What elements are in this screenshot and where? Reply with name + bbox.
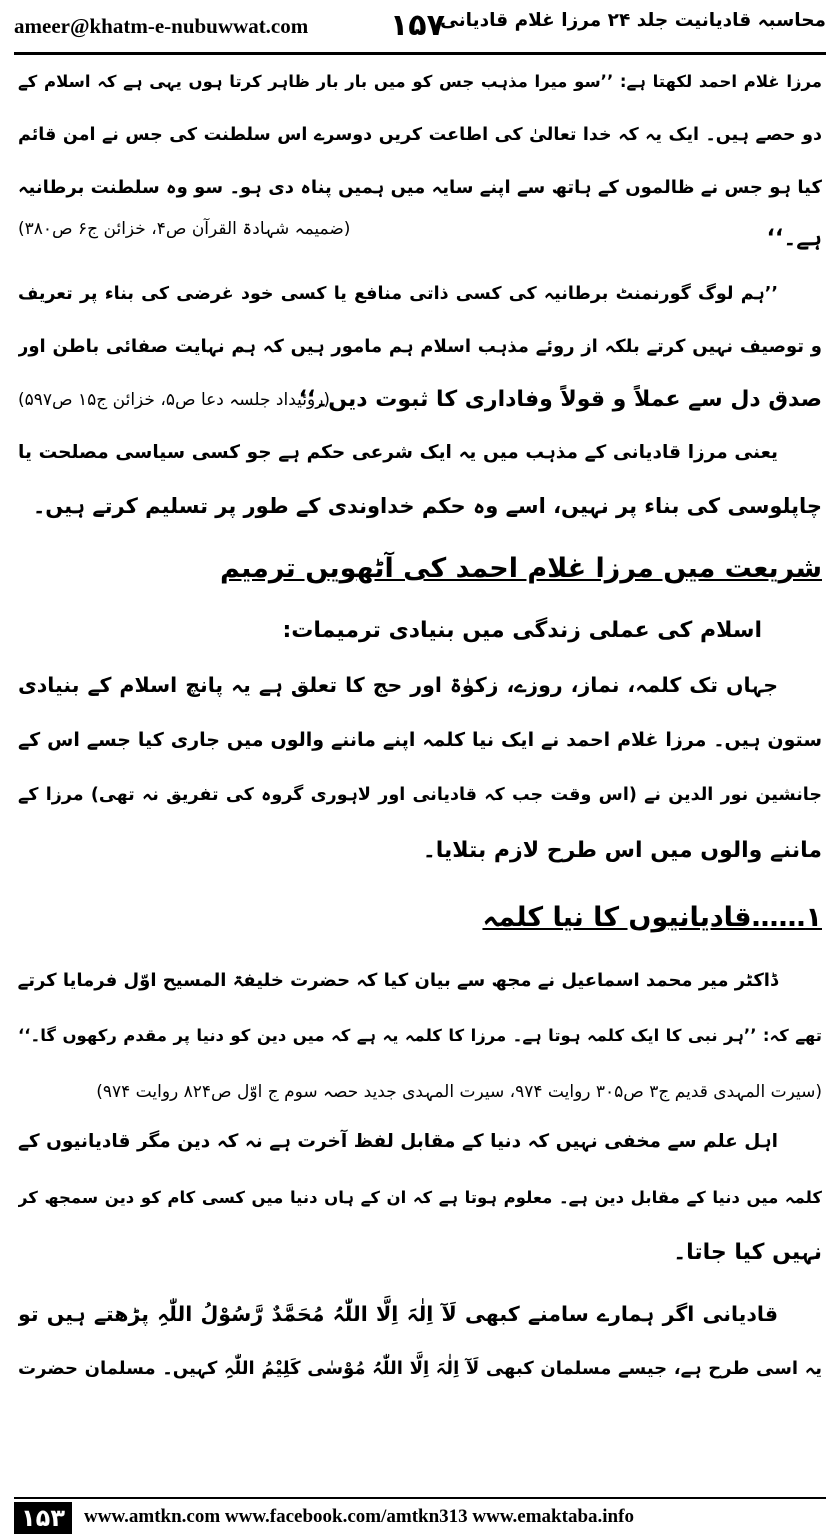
body-line: نہیں کیا جاتا۔	[673, 1240, 822, 1265]
body-line: جانشین نور الدین نے (اس وقت جب کہ قادیانی اور لاہوری گروہ کی تفریق نہ تھی) مرزا کے	[18, 785, 822, 805]
footer-urls: www.amtkn.com www.facebook.com/amtkn313 www.emaktaba.info	[84, 1506, 634, 1527]
header-page-number: ۱۵۷	[390, 8, 445, 43]
reference-line: (روئیداد جلسہ دعا ص۵، خزائن ج۱۵ ص۵۹۷)	[18, 390, 331, 410]
page-footer	[14, 1502, 826, 1536]
body-line: یعنی مرزا قادیانی کے مذہب میں یہ ایک شرعی حکم ہے جو کسی سیاسی مصلحت یا	[18, 442, 778, 463]
body-line: و توصیف نہیں کرتے بلکہ از روئے مذہب اسلام ہم مامور ہیں کہ ہم نہایت صفائی باطن اور	[18, 336, 822, 357]
subheading: اسلام کی عملی زندگی میں بنیادی ترمیمات:	[282, 618, 762, 643]
body-line: چاپلوسی کی بناء پر نہیں، اسے وہ حکم خداوندی کے طور پر تسلیم کرتے ہیں۔	[32, 494, 822, 518]
page-header	[14, 6, 826, 50]
body-line: جہاں تک کلمہ، نماز، روزے، زکوٰۃ اور حج کا تعلق ہے یہ پانچ اسلام کے بنیادی	[18, 673, 778, 697]
body-line: اہل علم سے مخفی نہیں کہ دنیا کے مقابل لفظ آخرت ہے نہ کہ دین مگر قادیانیوں کے	[18, 1131, 778, 1152]
body-line: کیا ہو جس نے ظالموں کے ہاتھ سے اپنے سایہ میں ہمیں پناہ دی ہو۔ سو وہ سلطنت برطانیہ	[18, 177, 822, 198]
body-line: کلمہ میں دنیا کے مقابل دین ہے۔ معلوم ہوتا ہے کہ ان کے ہاں دنیا میں کسی کام کو دین سمجھ کر	[18, 1188, 822, 1207]
body-line: ہے۔‘‘	[766, 226, 822, 251]
reference-line: (سیرت المہدی قدیم ج۳ ص۳۰۵ روایت ۹۷۴، سیرت المہدی جدید حصہ سوم ج اوّل ص۸۲۴ روایت ۹۷۴)	[96, 1082, 822, 1102]
header-email: ameer@khatm-e-nubuwwat.com	[14, 14, 309, 38]
header-rule	[14, 52, 826, 55]
section-heading: شریعت میں مرزا غلام احمد کی آٹھویں ترمیم	[219, 553, 822, 584]
body-line: یہ اسی طرح ہے، جیسے مسلمان کبھی لَآ اِلٰہَ اِلَّا اللّٰہُ مُوْسٰی کَلِیْمُ اللّٰہِ کہیں۔ مسلمان حضرت	[18, 1358, 822, 1379]
footer-rule	[14, 1497, 826, 1499]
body-line: صدق دل سے عملاً و قولاً وفاداری کا ثبوت دیں۔‘‘	[298, 387, 822, 412]
body-line: قادیانی اگر ہمارے سامنے کبھی لَآ اِلٰہَ اِلَّا اللّٰہُ مُحَمَّدٌ رَّسُوْلُ اللّٰہِ پڑھتے ہیں تو	[18, 1302, 778, 1326]
body-line: ’’ہم لوگ گورنمنٹ برطانیہ کی کسی ذاتی منافع یا کسی خود غرضی کی بناء پر تعریف	[18, 284, 778, 304]
body-line: ستون ہیں۔ مرزا غلام احمد نے ایک نیا کلمہ اپنے ماننے والوں میں جاری کیا جسے اس کے	[18, 729, 822, 751]
body-line: دو حصے ہیں۔ ایک یہ کہ خدا تعالیٰ کی اطاعت کریں دوسرے اس سلطنت کی جس نے امن قائم	[18, 125, 822, 145]
body-line: ڈاکٹر میر محمد اسماعیل نے مجھ سے بیان کیا کہ حضرت خلیفۃ المسیح اوّل فرمایا کرتے	[18, 970, 778, 991]
body-line: تھے کہ: ’’ہر نبی کا ایک کلمہ ہوتا ہے۔ مرزا کا کلمہ یہ ہے کہ میں دین کو دنیا پر مقدم رکھوں گا۔‘‘	[18, 1026, 822, 1045]
section-heading: ۱……قادیانیوں کا نیا کلمہ	[482, 902, 822, 933]
reference-line: (ضمیمہ شہادۃ القرآن ص۴، خزائن ج۶ ص۳۸۰)	[18, 219, 351, 239]
footer-page-number: ۱۵۳	[14, 1502, 72, 1534]
header-title: محاسبہ قادیانیت جلد ۲۴ مرزا غلام قادیانی	[440, 10, 826, 31]
body-line: مرزا غلام احمد لکھتا ہے: ’’سو میرا مذہب جس کو میں بار بار ظاہر کرتا ہوں یہی ہے کہ اسلام کے	[18, 72, 822, 91]
body-line: ماننے والوں میں اس طرح لازم بتلایا۔	[422, 838, 822, 863]
